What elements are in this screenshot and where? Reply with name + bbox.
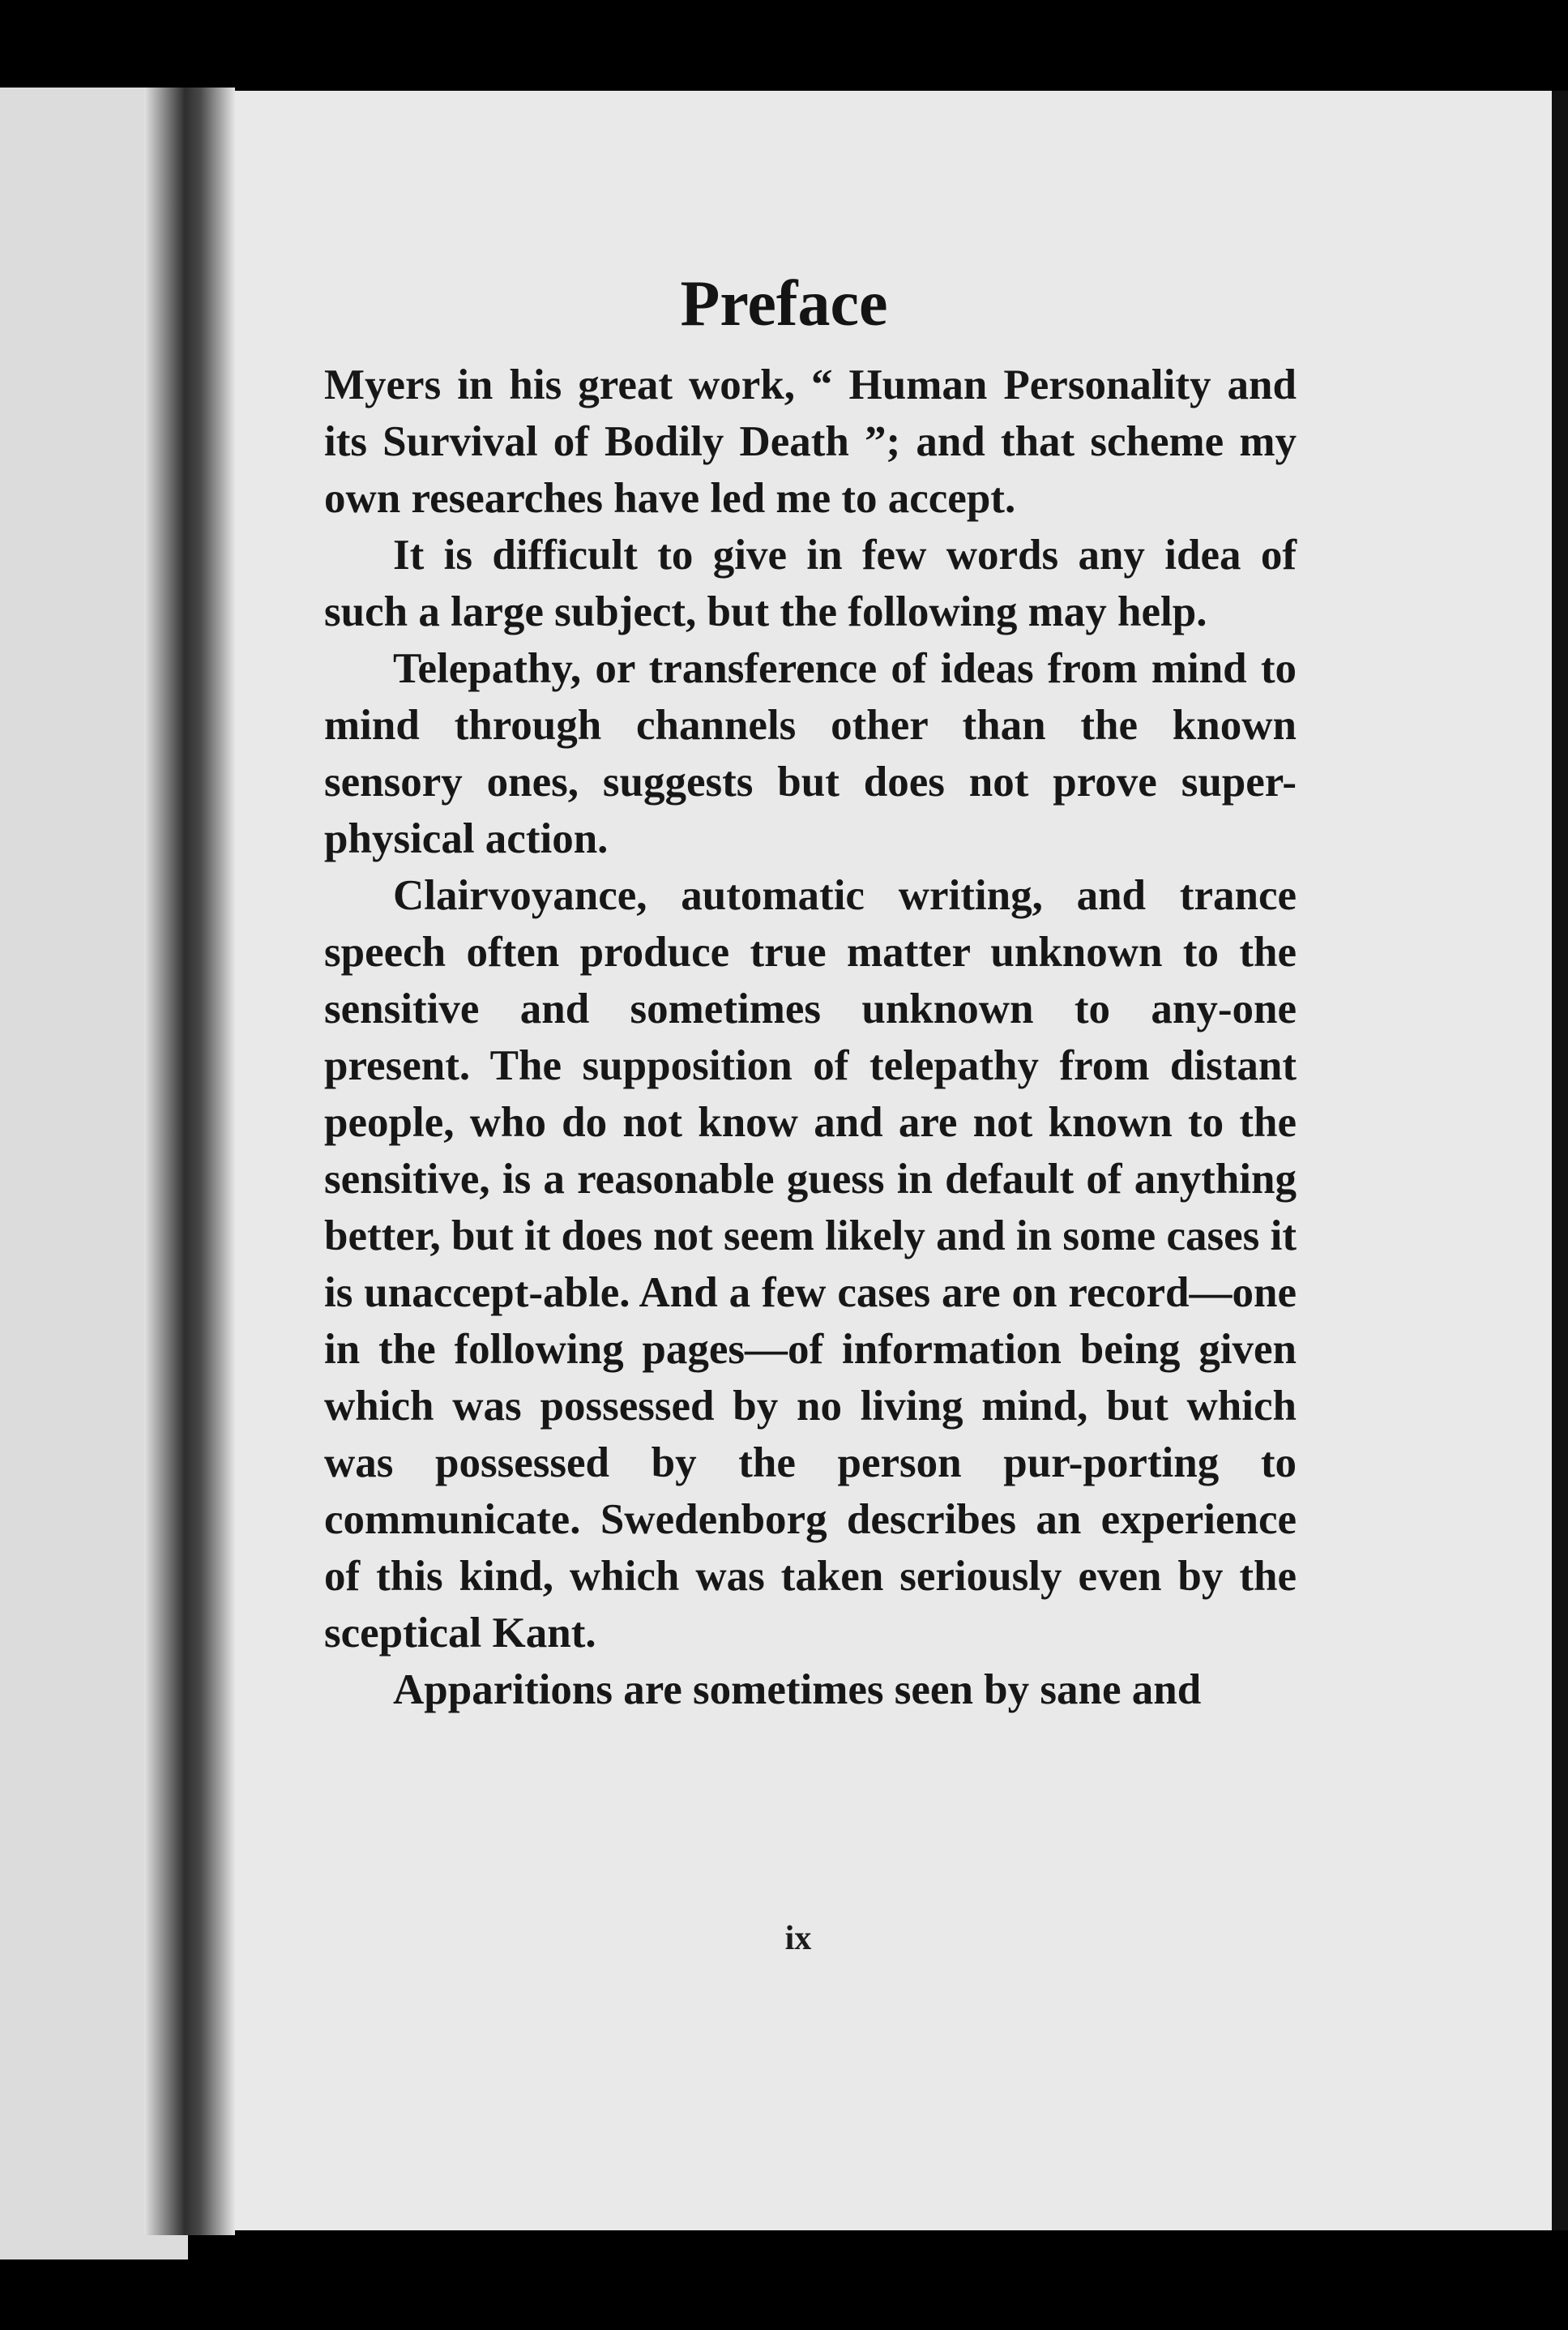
- page-number: ix: [784, 1920, 812, 1957]
- body-text: [324, 357, 1297, 1718]
- paragraph-4: Clairvoyance, automatic writing, and trance speech often produce true matter unknown to the sensitive and sometimes unknown to any-one present. The supposition of telepathy from distant people, who do not know and are not known to the sensitive, is a reasonable guess in default of anything better, but it does not seem likely and in some cases it is unaccept-able. And a few cases are on record—one in the following pages—of information being given which was possessed by no living mind, but which was possessed by the person pur-porting to communicate. Swedenborg describes an experience of this kind, which was taken seriously even by the sceptical Kant.: [324, 872, 1297, 1657]
- paragraph-1: Myers in his great work, “ Human Personality and its Survival of Bodily Death ”; and that scheme my own researches have led me to accept.: [324, 361, 1297, 522]
- page-title: Preface: [680, 268, 888, 340]
- paragraph-2: It is difficult to give in few words any idea of such a large subject, but the following may help.: [324, 532, 1297, 635]
- page-edge-shadow: [1552, 91, 1568, 2230]
- paragraph-3: Telepathy, or transference of ideas from mind to mind through channels other than the known sensory ones, suggests but does not prove super-physical action.: [324, 645, 1297, 862]
- book-gutter: [144, 88, 235, 2235]
- paragraph-5: Apparitions are sometimes seen by sane and: [393, 1666, 1202, 1713]
